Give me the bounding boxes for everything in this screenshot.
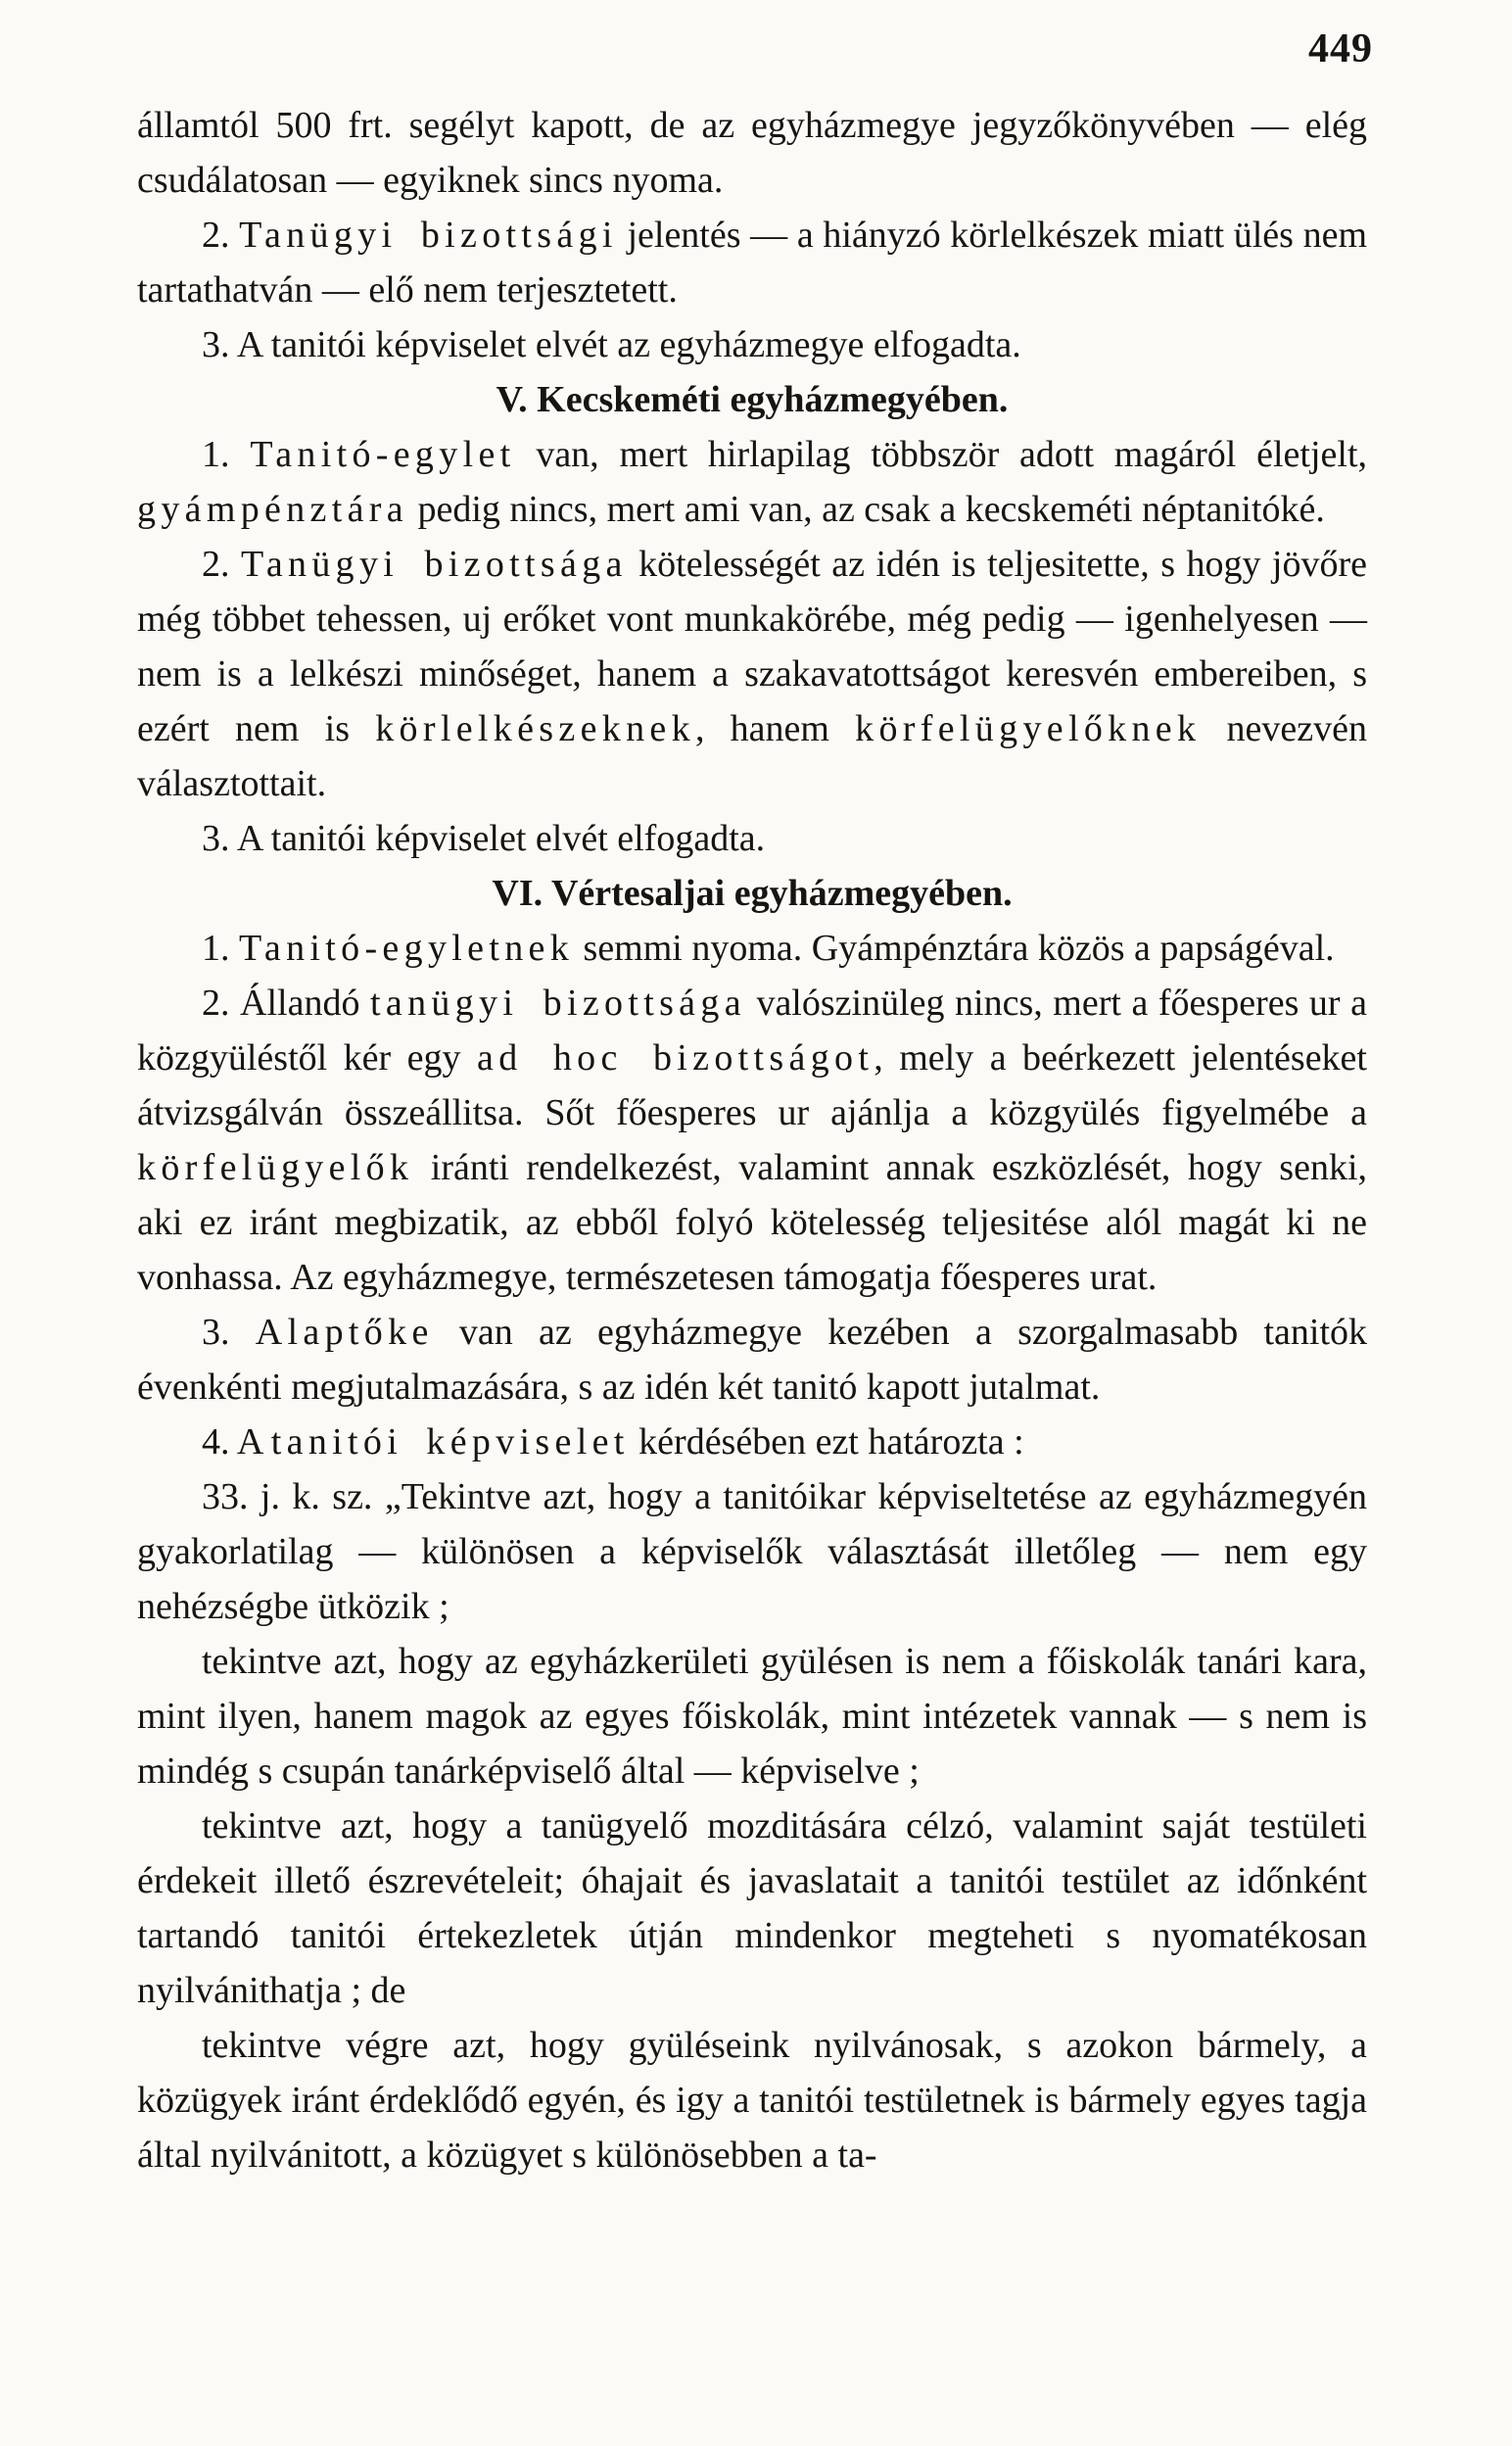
text-run: , mely a beérkezett jelentéseket átvizsgálván összeállitsa. Sőt főesperes ur ajánlja a közgyülés figyelmébe a — [137, 1037, 1367, 1133]
paragraph — [137, 976, 1367, 1305]
text-run: jelentés — a hiányzó körlelkészek miatt ülés nem tartathatván — elő nem terjesztetett. — [137, 215, 1367, 311]
text-run: tekintve azt, hogy az egyházkerületi gyülésen is nem a főiskolák tanári kara, mint ilyen, hanem magok az egyes főiskolák, mint intézetek vannak — s nem is mindég s csupán tanárképviselő által — képviselve ; — [137, 1641, 1367, 1792]
paragraph — [137, 811, 1367, 866]
paragraph — [137, 921, 1367, 976]
text-run: 3. A tanitói képviselet elvét az egyházmegye elfogadta. — [202, 324, 1021, 365]
paragraph — [137, 98, 1367, 208]
paragraph — [137, 1469, 1367, 1634]
page-number: 449 — [1308, 26, 1373, 72]
text-run: 2. — [202, 215, 240, 256]
emphasized-text: tanitói képviselet — [270, 1421, 630, 1463]
text-run: , hanem — [694, 708, 856, 749]
emphasized-text: Alaptőke — [255, 1312, 434, 1353]
emphasized-text: körlelkészeknek — [375, 708, 695, 749]
text-run: 4. A — [202, 1421, 271, 1463]
text-run: 33. j. k. sz. „Tekintve azt, hogy a tanitóikar képviseltetése az egyházmegyén gyakorlatilag — különösen a képviselők választását illetőleg — nem egy nehézségbe ütközik ; — [137, 1476, 1367, 1627]
text-run: semmi nyoma. Gyámpénztára közös a papságéval. — [574, 928, 1335, 969]
text-run: 1. — [202, 928, 239, 969]
section-heading: VI. Vértesaljai egyházmegyében. — [492, 873, 1013, 914]
text-run: 1. — [202, 434, 251, 475]
text-run: 2. Állandó — [202, 983, 371, 1024]
text-run: 3. A tanitói képviselet elvét elfogadta. — [202, 818, 766, 859]
emphasized-text: Tanitó-egylet — [250, 434, 516, 475]
text-run: valószinüleg nincs, mert a főesperes ur a közgyüléstől kér egy — [137, 983, 1367, 1079]
text-run: 2. — [202, 544, 241, 585]
paragraph — [137, 1305, 1367, 1415]
emphasized-text: Tanitó-egyletnek — [239, 928, 575, 969]
document-text — [137, 98, 1367, 2182]
text-run: van az egyházmegye kezében a szorgalmasabb tanitók évenkénti megjutalmazására, s az idén két tanitó kapott jutalmat. — [137, 1312, 1368, 1408]
paragraph — [137, 2018, 1367, 2182]
text-run: 3. — [202, 1312, 256, 1353]
emphasized-text: tanügyi bizottsága — [370, 983, 746, 1024]
text-run: kérdésében ezt határozta : — [629, 1421, 1024, 1463]
text-run: államtól 500 frt. segélyt kapott, de az egyházmegye jegyzőkönyvében — elég csudálatosan — egyiknek sincs nyoma. — [137, 105, 1367, 201]
emphasized-text: körfelügyelők — [137, 1147, 414, 1188]
section-heading: V. Kecskeméti egyházmegyében. — [496, 379, 1009, 420]
paragraph — [137, 427, 1367, 537]
paragraph — [137, 208, 1367, 317]
text-run: kötelességét az idén is teljesitette, s hogy jövőre még többet tehessen, uj erőket vont munkakörébe, még pedig — igenhelyesen — nem is a lelkészi minőséget, hanem a szakavatottságot keresvén embereiben, s ezért nem is — [137, 544, 1367, 749]
paragraph — [137, 1634, 1367, 1799]
paragraph — [137, 1415, 1367, 1469]
text-run: van, mert hirlapilag többször adott magáról életjelt, — [515, 434, 1368, 475]
emphasized-text: körfelügyelőknek — [855, 708, 1202, 749]
emphasized-text: gyámpénztára — [137, 489, 408, 530]
emphasized-text: ad hoc bizottságot — [477, 1037, 874, 1079]
paragraph — [137, 1799, 1367, 2018]
emphasized-text: Tanügyi bizottsági — [239, 215, 618, 256]
text-run: tekintve végre azt, hogy gyüléseink nyilvánosak, s azokon bármely, a közügyek iránt érdeklődő egyén, és igy a tanitói testületnek is bármely egyes tagja által nyilvánitott, a közügyet s különösebben a ta- — [137, 2025, 1367, 2176]
text-run: tekintve azt, hogy a tanügyelő mozditására célzó, valamint saját testületi érdekeit illető észrevételeit; óhajait és javaslatait a tanitói testület az időnként tartandó tanitói értekezletek útján mindenkor megteheti s nyomatékosan nyilvánithatja ; de — [137, 1805, 1367, 2011]
emphasized-text: Tanügyi bizottsága — [240, 544, 628, 585]
paragraph — [137, 317, 1367, 372]
text-run: iránti rendelkezést, valamint annak eszközlését, hogy senki, aki ez iránt megbizatik, az ebből folyó kötelesség teljesitése alól magát ki ne vonhassa. Az egyházmegye, természetesen támogatja főesperes urat. — [137, 1147, 1367, 1298]
text-run: pedig nincs, mert ami van, az csak a kecskeméti néptanitóké. — [407, 489, 1325, 530]
paragraph — [137, 537, 1367, 811]
text-run: nevezvén választottait. — [137, 708, 1367, 804]
